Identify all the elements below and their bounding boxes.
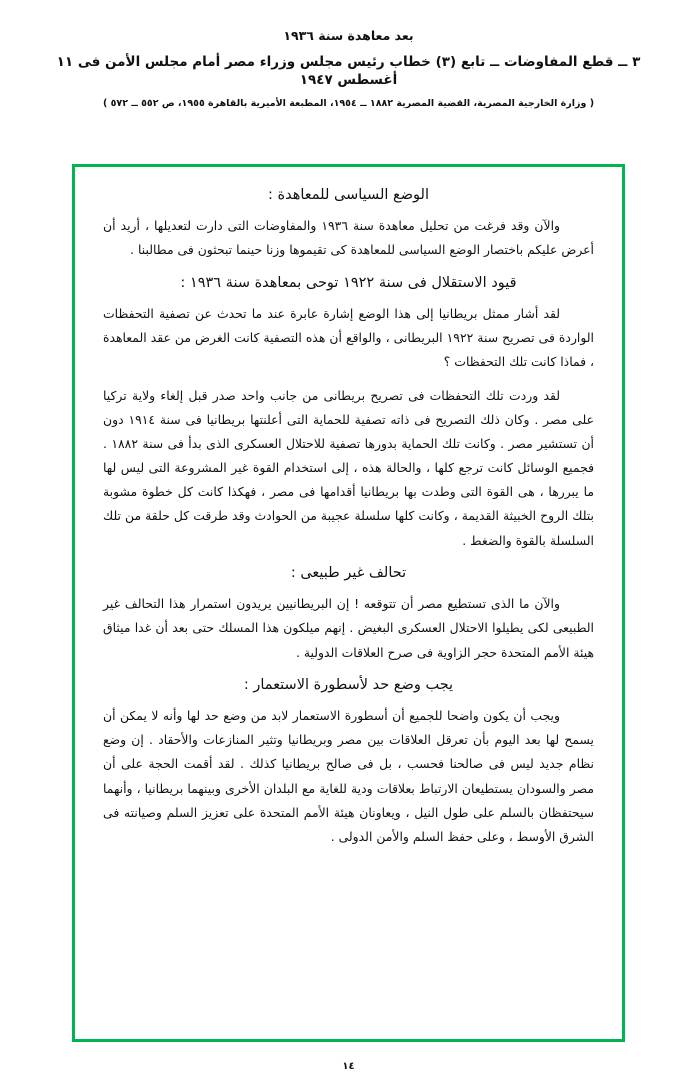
document-page xyxy=(0,28,697,1090)
paragraph xyxy=(103,384,594,553)
paragraph xyxy=(103,704,594,849)
paragraph xyxy=(103,214,594,262)
paragraph-text: والآن ما الذى تستطيع مصر أن تتوقعه ! إن البريطانيين يريدون استمرار هذا التحالف غير الطبيعى لكى يطيلوا الاحتلال العسكرى البغيض . إنهم ميلكون هذا المسلك حتى بعد أن غدا ميثاق هيئة الأمم المتحدة حجر الزاوية فى صرح العلاقات الدولية . xyxy=(103,596,594,660)
content-body xyxy=(75,167,622,1039)
section-title: الوضع السياسى للمعاهدة : xyxy=(268,187,429,203)
paragraph xyxy=(103,302,594,375)
section-title: يجب وضع حد لأسطورة الاستعمار : xyxy=(243,676,454,693)
page-header xyxy=(0,28,697,110)
header-running-title: بعد معاهدة سنة ١٩٣٦ xyxy=(283,28,414,43)
paragraph-text: ويجب أن يكون واضحا للجميع أن أسطورة الاستعمار لابد من وضع حد لها وأنه لا يمكن أن يسمح لها بعد اليوم بأن تعرقل العلاقات بين مصر وبريطانيا وتثير المنازعات والأحقاد . إن وضع نظام جديد ليس فى صالحنا فحسب ، بل فى صالح بريطانيا كذلك . لقد أقمت الحجة على أن مصر والسودان يستطيعان الارتباط بعلاقات ودية للغاية مع البلدان الأخرى وبينهما بريطانيا ، وأنهما سيحتفظان بالسلم على طول النيل ، ويعاونان هيئة الأمم المتحدة على تعزيز السلم وصيانته فى الشرق الأوسط ، وعلى حفظ السلم والأمن الدولى . xyxy=(103,708,594,844)
paragraph-text: لقد أشار ممثل بريطانيا إلى هذا الوضع إشارة عابرة عند ما تحدث عن تصفية التحفظات الواردة فى تصريح سنة ١٩٢٢ البريطانى ، والواقع أن هذه التصفية كانت الغرض من عقد المعاهدة ، فماذا كانت تلك التحفظات ؟ xyxy=(103,305,594,370)
paragraph-text: لقد وردت تلك التحفظات فى تصريح بريطانى من جانب واحد صدر قبل إلغاء ولاية تركيا على مصر . وكان ذلك التصريح فى ذاته تصفية للحماية التى أعلنتها بريطانيا فى سنة ١٩١٤ دون أن تستشير مصر . وكانت تلك الحماية بدورها تصفية للاحتلال العسكرى الذى بدأ فى سنة ١٨٨٢ . فجميع الوسائل كانت ترجع كلها ، والحالة هذه ، إلى استخدام القوة غير المشروعة التى ليس لها ما يبررها ، هى القوة التى وطدت بها بريطانيا أقدامها فى مصر ، فهكذا كانت كل خطوة مشوبة بتلك الروح الخبيثة القديمة ، وكانت كلها سلسلة عجيبة من الحوادث وقد طرقت كل حلقة من تلك السلسلة بالقوة والضغط . xyxy=(103,387,594,548)
page-number: ١٤ xyxy=(342,1061,355,1072)
content-frame xyxy=(72,164,625,1042)
section-title: قيود الاستقلال فى سنة ١٩٢٢ توحى بمعاهدة سنة ١٩٣٦ : xyxy=(180,274,517,291)
section-title: تحالف غير طبيعى : xyxy=(290,564,407,581)
header-source-citation: ( وزارة الخارجية المصرية، القضية المصرية ١٨٨٢ ــ ١٩٥٤، المطبعة الأميرية بالقاهرة ١٩٥٥، ص ٥٥٢ ــ ٥٧٢ ) xyxy=(102,98,595,110)
header-section-title: ٣ ــ قطع المفاوضات ــ تابع (٣) خطاب رئيس مجلس وزراء مصر أمام مجلس الأمن فى ١١ أغسطس ١٩٤٧ xyxy=(56,54,641,88)
paragraph xyxy=(103,592,594,665)
paragraph-text: والآن وقد فرغت من تحليل معاهدة سنة ١٩٣٦ والمفاوضات التى دارت لتعديلها ، أريد أن أعرض عليكم باختصار الوضع السياسى للمعاهدة كى تقيموها وزنا حينما تبحثون فى مطالبنا . xyxy=(103,218,594,258)
